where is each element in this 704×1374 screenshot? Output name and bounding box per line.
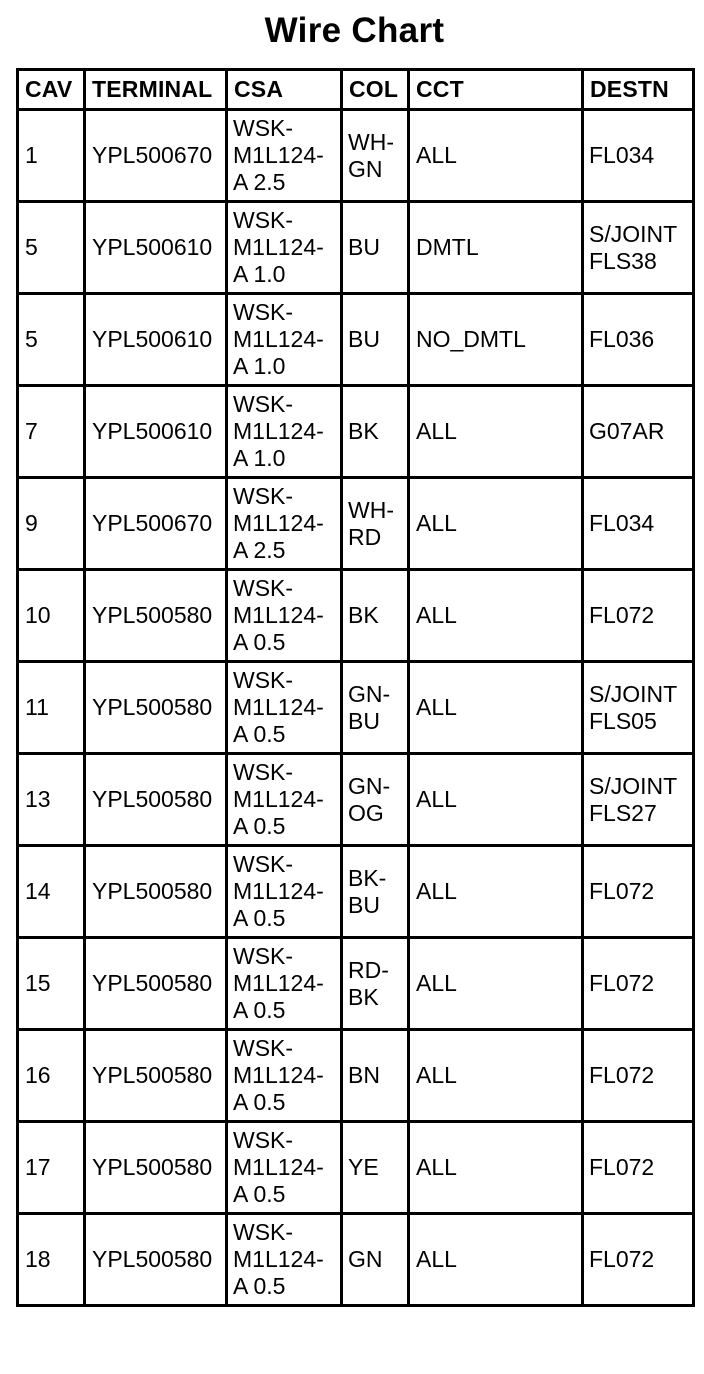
cav-cell: 16 [18, 1030, 85, 1122]
destn-cell-line: FL072 [589, 602, 655, 628]
csa-cell-line: M1L124- [233, 234, 324, 260]
csa-cell-line: M1L124- [233, 878, 324, 904]
col-cell-line: RD [348, 523, 382, 550]
csa-cell-line: A 0.5 [233, 1181, 286, 1207]
csa-cell-line: WSK- [233, 391, 294, 417]
csa-cell [227, 110, 342, 202]
csa-cell-line: A 0.5 [233, 1273, 286, 1299]
destn-cell-line: FLS05 [589, 707, 657, 734]
cct-cell: ALL [409, 846, 583, 938]
col-cell [342, 478, 409, 570]
terminal-cell: YPL500580 [85, 1030, 227, 1122]
terminal-cell: YPL500610 [85, 386, 227, 478]
csa-cell [227, 662, 342, 754]
col-cell-line: BK [348, 602, 379, 628]
col-cell-line: BK [348, 418, 379, 444]
terminal-cell: YPL500610 [85, 294, 227, 386]
destn-cell [583, 110, 694, 202]
col-cell [342, 1214, 409, 1306]
col-cell [342, 1122, 409, 1214]
destn-cell-line: FLS27 [589, 799, 657, 826]
csa-cell-line: A 0.5 [233, 813, 286, 839]
csa-cell-line: WSK- [233, 115, 294, 141]
destn-cell-line: S/JOINT [589, 680, 678, 707]
cav-cell: 15 [18, 938, 85, 1030]
cav-cell: 5 [18, 294, 85, 386]
csa-cell-line: M1L124- [233, 694, 324, 720]
wire-chart-table [16, 68, 695, 1307]
col-cell [342, 570, 409, 662]
cct-cell: ALL [409, 110, 583, 202]
col-cell [342, 754, 409, 846]
csa-cell [227, 478, 342, 570]
csa-cell-line: A 0.5 [233, 1089, 286, 1115]
destn-cell-line: FL034 [589, 510, 655, 536]
csa-cell [227, 754, 342, 846]
cav-cell: 17 [18, 1122, 85, 1214]
csa-cell-line: M1L124- [233, 326, 324, 352]
cav-cell: 18 [18, 1214, 85, 1306]
cct-cell: ALL [409, 1030, 583, 1122]
cct-cell: ALL [409, 662, 583, 754]
terminal-cell: YPL500670 [85, 110, 227, 202]
csa-cell-line: WSK- [233, 851, 294, 877]
destn-cell-line: FLS38 [589, 247, 657, 274]
csa-cell-line: WSK- [233, 1035, 294, 1061]
column-header-cct: CCT [409, 70, 583, 110]
table-row [18, 110, 694, 202]
destn-cell [583, 1214, 694, 1306]
destn-cell-line: S/JOINT [589, 220, 678, 247]
csa-cell-line: A 1.0 [233, 261, 286, 287]
terminal-cell: YPL500580 [85, 570, 227, 662]
destn-cell [583, 202, 694, 294]
cct-cell: ALL [409, 1122, 583, 1214]
csa-cell-line: M1L124- [233, 970, 324, 996]
csa-cell-line: A 1.0 [233, 445, 286, 471]
csa-cell-line: A 2.5 [233, 169, 286, 195]
col-cell-line: BN [348, 1062, 380, 1088]
column-header-csa: CSA [227, 70, 342, 110]
col-cell [342, 1030, 409, 1122]
csa-cell-line: A 0.5 [233, 629, 286, 655]
table-row [18, 570, 694, 662]
terminal-cell: YPL500580 [85, 938, 227, 1030]
page-title: Wire Chart [264, 11, 445, 50]
csa-cell-line: A 1.0 [233, 353, 286, 379]
csa-cell-line: WSK- [233, 299, 294, 325]
col-cell-line: GN [348, 1246, 383, 1272]
col-cell [342, 386, 409, 478]
table-body [18, 110, 694, 1306]
terminal-cell: YPL500580 [85, 754, 227, 846]
destn-cell-line: FL072 [589, 1154, 655, 1180]
csa-cell-line: WSK- [233, 483, 294, 509]
col-cell-line: GN- [348, 680, 391, 707]
col-cell-line: BU [348, 326, 380, 352]
csa-cell [227, 386, 342, 478]
col-cell-line: BU [348, 891, 380, 918]
column-header-terminal: TERMINAL [85, 70, 227, 110]
cav-cell: 11 [18, 662, 85, 754]
cav-cell: 14 [18, 846, 85, 938]
csa-cell-line: M1L124- [233, 786, 324, 812]
csa-cell-line: M1L124- [233, 1062, 324, 1088]
cav-cell: 7 [18, 386, 85, 478]
destn-cell-line: S/JOINT [589, 772, 678, 799]
csa-cell-line: M1L124- [233, 418, 324, 444]
cav-cell: 10 [18, 570, 85, 662]
csa-cell [227, 294, 342, 386]
csa-cell [227, 1030, 342, 1122]
csa-cell-line: A 0.5 [233, 905, 286, 931]
table-row [18, 386, 694, 478]
table-row [18, 754, 694, 846]
csa-cell-line: A 0.5 [233, 997, 286, 1023]
column-header-cav: CAV [18, 70, 85, 110]
csa-cell-line: M1L124- [233, 142, 324, 168]
cct-cell: ALL [409, 570, 583, 662]
col-cell [342, 662, 409, 754]
csa-cell [227, 202, 342, 294]
csa-cell-line: WSK- [233, 1127, 294, 1153]
destn-cell-line: FL072 [589, 1246, 655, 1272]
col-cell-line: OG [348, 799, 384, 826]
table-row [18, 846, 694, 938]
destn-cell [583, 570, 694, 662]
column-header-col: COL [342, 70, 409, 110]
destn-cell-line: FL072 [589, 878, 655, 904]
col-cell-line: GN [348, 155, 383, 182]
destn-cell [583, 754, 694, 846]
col-cell-line: WH- [348, 128, 394, 155]
csa-cell-line: A 0.5 [233, 721, 286, 747]
cct-cell: ALL [409, 478, 583, 570]
csa-cell-line: WSK- [233, 943, 294, 969]
destn-cell [583, 386, 694, 478]
csa-cell-line: M1L124- [233, 602, 324, 628]
destn-cell [583, 662, 694, 754]
col-cell-line: WH- [348, 496, 394, 523]
csa-cell-line: WSK- [233, 207, 294, 233]
cct-cell: DMTL [409, 202, 583, 294]
col-cell-line: BU [348, 707, 380, 734]
destn-cell-line: FL034 [589, 142, 655, 168]
csa-cell-line: WSK- [233, 759, 294, 785]
cav-cell: 13 [18, 754, 85, 846]
csa-cell-line: WSK- [233, 1219, 294, 1245]
terminal-cell: YPL500580 [85, 662, 227, 754]
csa-cell-line: A 2.5 [233, 537, 286, 563]
table-row [18, 294, 694, 386]
destn-cell-line: FL036 [589, 326, 655, 352]
csa-cell [227, 846, 342, 938]
col-cell [342, 202, 409, 294]
terminal-cell: YPL500610 [85, 202, 227, 294]
cct-cell: ALL [409, 386, 583, 478]
destn-cell [583, 1122, 694, 1214]
destn-cell [583, 478, 694, 570]
table-row [18, 662, 694, 754]
cct-cell: ALL [409, 754, 583, 846]
csa-cell-line: M1L124- [233, 1154, 324, 1180]
csa-cell-line: WSK- [233, 667, 294, 693]
csa-cell [227, 570, 342, 662]
table-row [18, 938, 694, 1030]
cav-cell: 5 [18, 202, 85, 294]
csa-cell-line: M1L124- [233, 510, 324, 536]
cav-cell: 1 [18, 110, 85, 202]
table-row [18, 478, 694, 570]
cct-cell: ALL [409, 938, 583, 1030]
column-header-destn: DESTN [583, 70, 694, 110]
terminal-cell: YPL500670 [85, 478, 227, 570]
col-cell [342, 938, 409, 1030]
destn-cell-line: G07AR [589, 418, 665, 444]
terminal-cell: YPL500580 [85, 1214, 227, 1306]
csa-cell [227, 1214, 342, 1306]
col-cell [342, 110, 409, 202]
csa-cell [227, 1122, 342, 1214]
destn-cell [583, 938, 694, 1030]
cav-cell: 9 [18, 478, 85, 570]
table-row [18, 1214, 694, 1306]
col-cell [342, 846, 409, 938]
cct-cell: NO_DMTL [409, 294, 583, 386]
col-cell-line: RD- [348, 956, 389, 983]
table-row [18, 202, 694, 294]
cct-cell: ALL [409, 1214, 583, 1306]
destn-cell [583, 1030, 694, 1122]
col-cell [342, 294, 409, 386]
destn-cell [583, 294, 694, 386]
table-row [18, 1030, 694, 1122]
terminal-cell: YPL500580 [85, 846, 227, 938]
table-header-row [18, 70, 694, 110]
col-cell-line: GN- [348, 772, 391, 799]
col-cell-line: BK [348, 983, 379, 1010]
destn-cell-line: FL072 [589, 1062, 655, 1088]
col-cell-line: BU [348, 234, 380, 260]
col-cell-line: BK- [348, 864, 387, 891]
csa-cell-line: M1L124- [233, 1246, 324, 1272]
col-cell-line: YE [348, 1154, 379, 1180]
csa-cell [227, 938, 342, 1030]
terminal-cell: YPL500580 [85, 1122, 227, 1214]
destn-cell [583, 846, 694, 938]
csa-cell-line: WSK- [233, 575, 294, 601]
table-row [18, 1122, 694, 1214]
destn-cell-line: FL072 [589, 970, 655, 996]
